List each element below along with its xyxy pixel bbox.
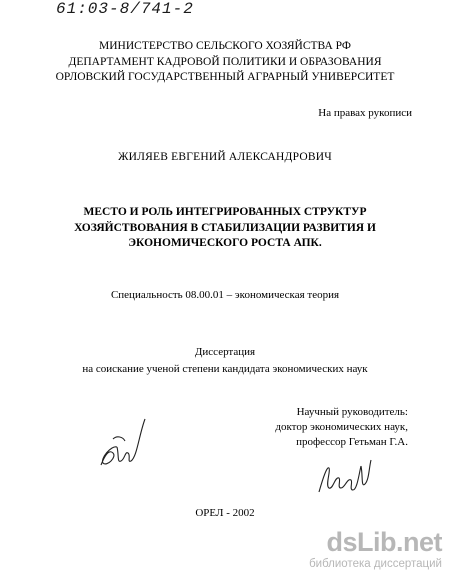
specialty: Специальность 08.00.01 – экономическая теория: [110, 289, 340, 301]
university-line: ОРЛОВСКИЙ ГОСУДАРСТВЕННЫЙ АГРАРНЫЙ УНИВЕРСИТЕТ: [55, 71, 395, 83]
dissertation-info: [0, 344, 450, 378]
title-line: МЕСТО И РОЛЬ ИНТЕГРИРОВАННЫХ СТРУКТУР: [83, 206, 367, 218]
supervisor-block: [275, 405, 408, 450]
ministry-line: МИНИСТЕРСТВО СЕЛЬСКОГО ХОЗЯЙСТВА РФ: [99, 40, 351, 52]
title-line: ХОЗЯЙСТВОВАНИЯ В СТАБИЛИЗАЦИИ РАЗВИТИЯ И: [74, 221, 376, 234]
supervisor-degree: доктор экономических наук,: [275, 421, 408, 433]
supervisor-signature: [315, 448, 375, 500]
author-name: ЖИЛЯЕВ ЕВГЕНИЙ АЛЕКСАНДРОВИЧ: [118, 151, 332, 163]
author-signature: [95, 415, 153, 475]
dissertation-label: Диссертация: [194, 346, 256, 358]
rights-note: На правах рукописи: [318, 107, 412, 119]
degree-line: на соискание ученой степени кандидата экономических наук: [82, 363, 368, 375]
dissertation-title: [0, 205, 450, 252]
ministry-header: [0, 39, 450, 86]
watermark: [309, 528, 442, 572]
watermark-logo: dsLib.net: [326, 527, 442, 557]
watermark-subtitle: библиотека диссертаций: [309, 558, 442, 570]
city-year: ОРЕЛ - 2002: [195, 507, 255, 519]
department-line: ДЕПАРТАМЕНТ КАДРОВОЙ ПОЛИТИКИ И ОБРАЗОВАНИЯ: [68, 55, 382, 68]
supervisor-name: профессор Гетьман Г.А.: [296, 436, 408, 448]
title-line: ЭКОНОМИЧЕСКОГО РОСТА АПК.: [128, 237, 322, 249]
supervisor-heading: Научный руководитель:: [296, 406, 408, 418]
archive-number: 61:03-8/741-2: [56, 0, 194, 18]
